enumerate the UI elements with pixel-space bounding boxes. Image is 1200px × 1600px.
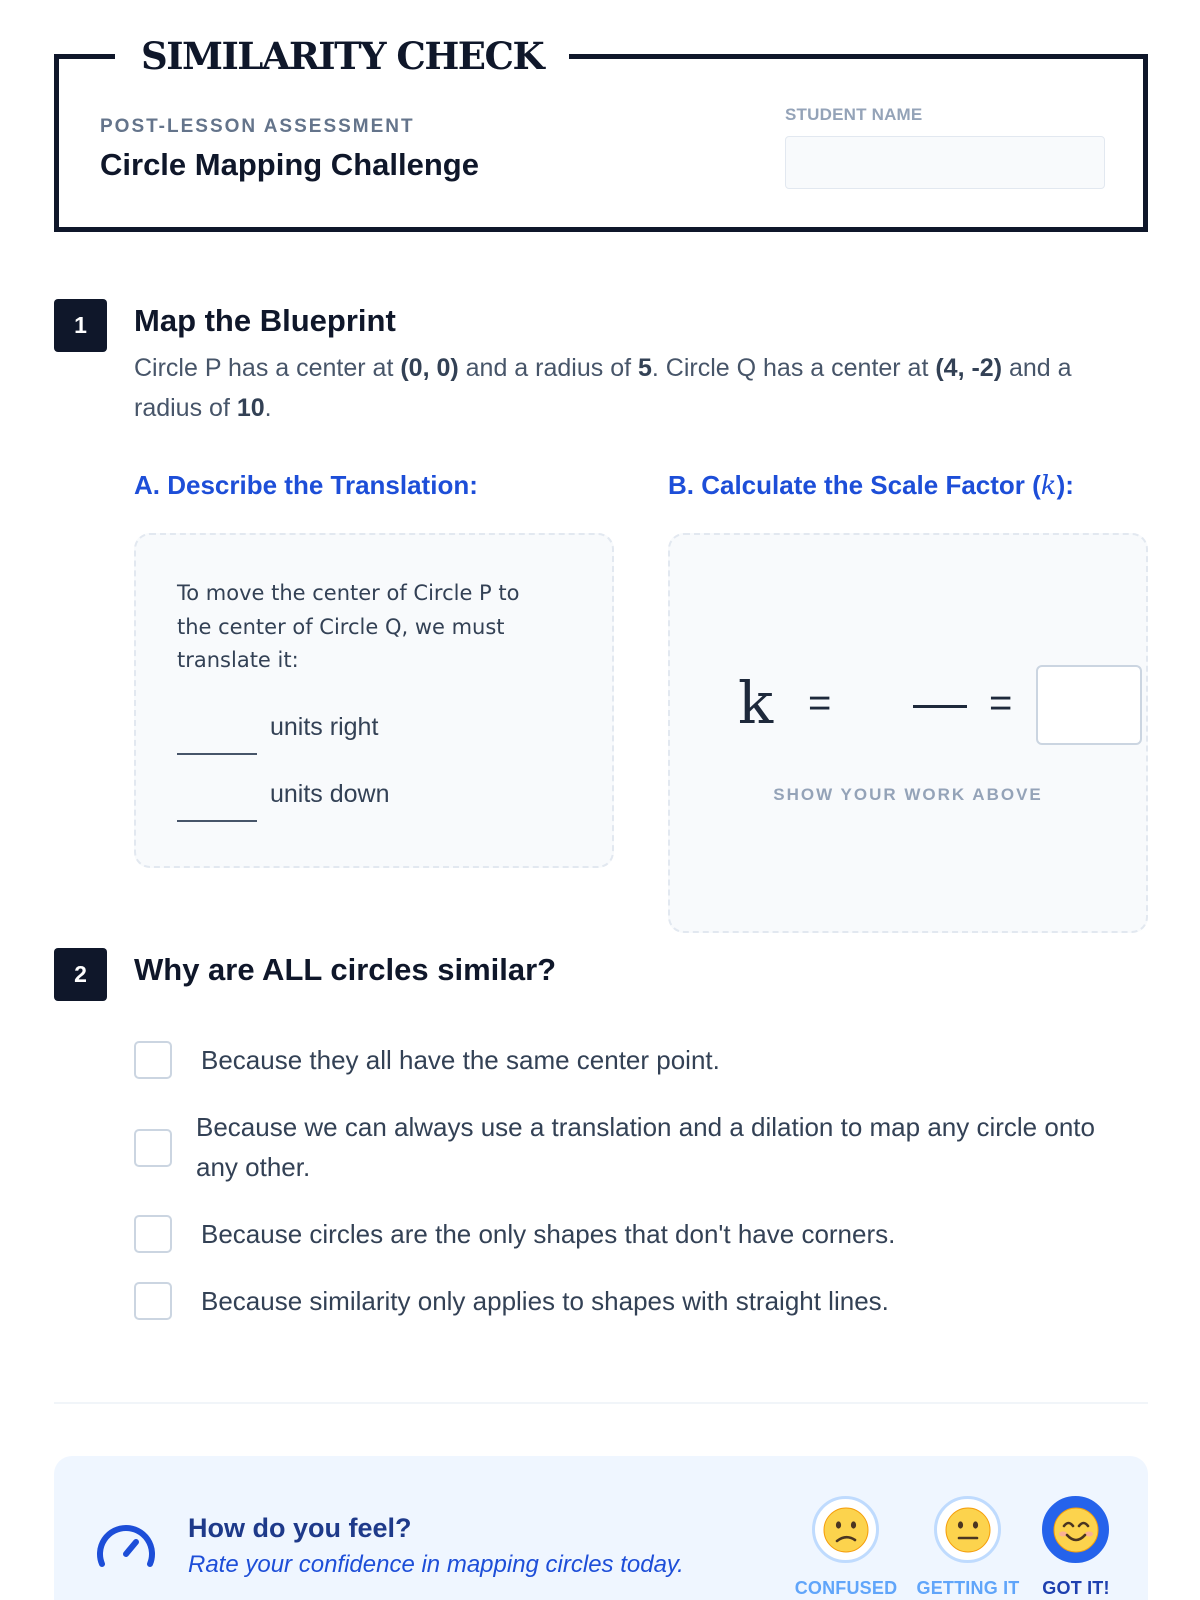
units-right-label: units right — [270, 713, 379, 741]
question-1-number: 1 — [54, 299, 107, 352]
assessment-title: Circle Mapping Challenge — [100, 147, 479, 182]
rating-getting-it-label: GETTING IT — [916, 1578, 1020, 1598]
confidence-panel — [54, 1456, 1148, 1600]
units-right-row — [177, 711, 577, 755]
gauge-icon — [94, 1514, 158, 1578]
neutral-face-icon[interactable] — [934, 1496, 1001, 1563]
option-2-checkbox[interactable] — [134, 1129, 172, 1167]
header-box — [54, 34, 1148, 232]
option-4-text: Because similarity only applies to shapes with straight lines. — [201, 1286, 889, 1316]
part-b-label: B. Calculate the Scale Factor (k): — [668, 470, 1074, 501]
fraction-bar[interactable] — [913, 705, 967, 708]
page-title: SIMILARITY CHECK — [115, 33, 569, 79]
units-down-row — [177, 778, 577, 822]
scale-factor-equation — [738, 665, 1098, 745]
option-2-text: Because we can always use a translation and a dilation to map any circle onto any other. — [196, 1112, 1095, 1182]
rating-got-it-button[interactable] — [1006, 1496, 1146, 1600]
scale-factor-box — [668, 533, 1148, 933]
option-3-checkbox[interactable] — [134, 1215, 172, 1253]
option-4[interactable] — [134, 1281, 1144, 1321]
question-2-number: 2 — [54, 948, 107, 1001]
confused-face-icon[interactable] — [812, 1496, 879, 1563]
translation-box — [134, 533, 614, 868]
rating-confused-label: CONFUSED — [794, 1578, 898, 1598]
question-2-title: Why are ALL circles similar? — [134, 952, 557, 987]
k-variable: k — [738, 669, 774, 737]
student-name-input[interactable] — [785, 136, 1105, 189]
option-1-checkbox[interactable] — [134, 1041, 172, 1079]
option-3-text: Because circles are the only shapes that don't have corners. — [201, 1219, 896, 1249]
equals-sign-2: = — [989, 681, 1013, 725]
equals-sign-1: = — [808, 681, 832, 725]
rating-got-it-label: GOT IT! — [1042, 1578, 1110, 1598]
student-name-label: STUDENT NAME — [785, 105, 923, 124]
part-a-label: A. Describe the Translation: — [134, 470, 478, 500]
units-down-label: units down — [270, 780, 390, 808]
translation-instructions: To move the center of Circle P to the center of Circle Q, we must translate it: — [177, 581, 520, 672]
question-1-title: Map the Blueprint — [134, 303, 396, 338]
assessment-type-label: POST-LESSON ASSESSMENT — [100, 116, 415, 137]
question-1-description: Circle P has a center at (0, 0) and a radius of 5. Circle Q has a center at (4, -2) and a radius of 10. — [134, 354, 1072, 422]
smiling-face-icon[interactable] — [1042, 1496, 1109, 1563]
rating-confused-button[interactable] — [776, 1496, 916, 1600]
option-1-text: Because they all have the same center point. — [201, 1045, 720, 1075]
option-3[interactable] — [134, 1214, 1144, 1254]
units-down-blank[interactable] — [177, 820, 257, 822]
option-2[interactable] — [134, 1107, 1144, 1187]
confidence-title: How do you feel? — [188, 1513, 412, 1543]
section-divider — [54, 1402, 1148, 1404]
scale-factor-answer-box[interactable] — [1036, 665, 1142, 745]
option-4-checkbox[interactable] — [134, 1282, 172, 1320]
show-work-note: SHOW YOUR WORK ABOVE — [773, 785, 1043, 804]
confidence-subtitle: Rate your confidence in mapping circles today. — [188, 1551, 684, 1578]
units-right-blank[interactable] — [177, 753, 257, 755]
option-1[interactable] — [134, 1040, 1144, 1080]
